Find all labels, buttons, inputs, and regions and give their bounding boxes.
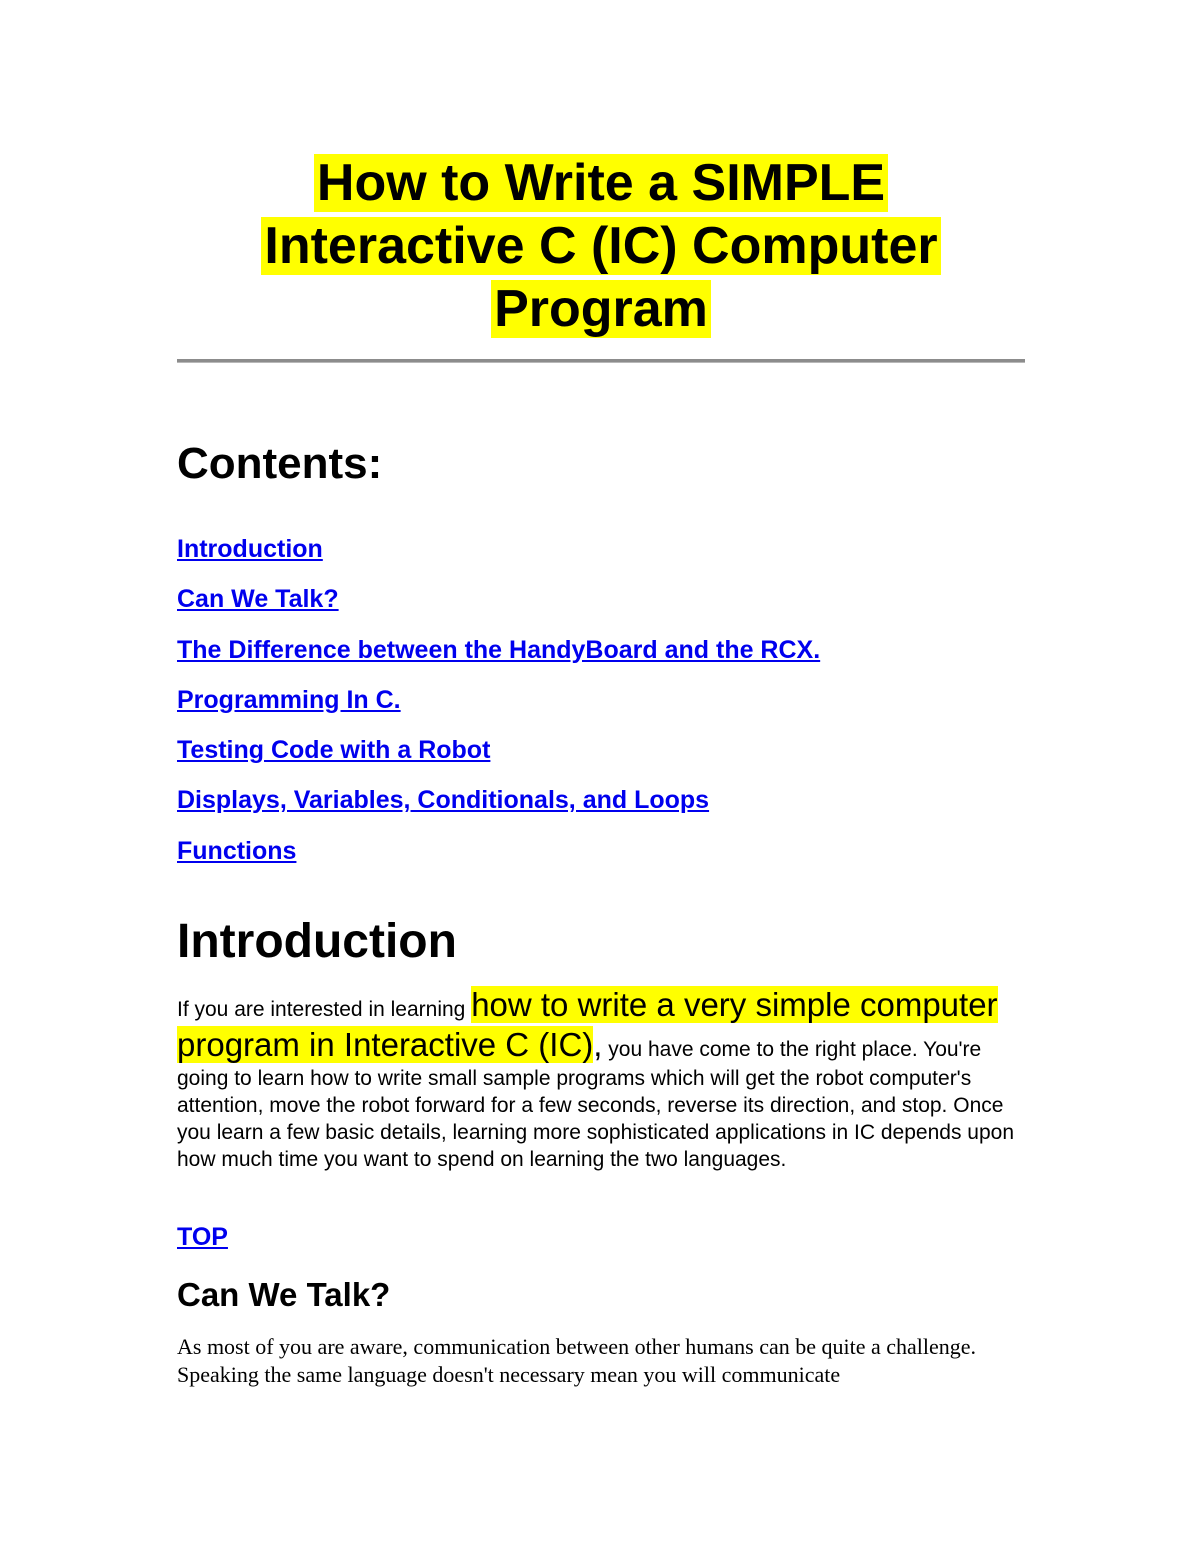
- title-line-2: Interactive C (IC) Computer: [261, 217, 940, 275]
- toc-link-introduction[interactable]: Introduction: [177, 535, 323, 563]
- toc-item: [177, 735, 820, 785]
- contents-heading: Contents:: [177, 439, 383, 488]
- intro-lead-in: If you are interested in learning: [177, 998, 472, 1021]
- toc-item: [177, 635, 820, 685]
- intro-highlight: how to write a very simple computer program in Interactive C (IC): [177, 986, 998, 1063]
- toc-link-functions[interactable]: Functions: [177, 836, 297, 865]
- toc-link-difference[interactable]: The Difference between the HandyBoard and the RCX.: [177, 635, 821, 664]
- toc-item: [177, 685, 820, 735]
- toc-link-displays-variables[interactable]: Displays, Variables, Conditionals, and Loops: [177, 786, 710, 815]
- intro-comma: ,: [593, 1026, 603, 1063]
- toc-item: [177, 584, 820, 634]
- can-we-talk-paragraph: As most of you are aware, communication between other humans can be quite a challenge. Speaking the same language doesn't necessary mean you will communicate: [177, 1334, 977, 1387]
- toc-link-testing-code[interactable]: Testing Code with a Robot: [177, 736, 491, 765]
- toc-item: [177, 785, 820, 835]
- intro-body: you have come to the right place. You're going to learn how to write small sample programs which will get the robot computer's attention, move the robot forward for a few seconds, reverse its direction, and stop. Once you learn a few basic details, learning more sophisticated applications in IC depends upon how much time you want to spend on learning the two languages.: [177, 1038, 1015, 1171]
- can-we-talk-heading: Can We Talk?: [177, 1276, 391, 1313]
- toc-item: [177, 534, 820, 584]
- top-link[interactable]: TOP: [177, 1223, 228, 1251]
- toc-link-can-we-talk[interactable]: Can We Talk?: [177, 585, 339, 614]
- introduction-heading: Introduction: [177, 915, 457, 968]
- introduction-paragraph: [177, 985, 1025, 1173]
- horizontal-rule: [177, 359, 1025, 363]
- title-line-1: How to Write a SIMPLE: [314, 154, 888, 212]
- top-link-wrapper: [177, 1222, 228, 1252]
- toc-item: [177, 836, 820, 886]
- toc-link-programming-in-c[interactable]: Programming In C.: [177, 685, 401, 714]
- table-of-contents: [177, 534, 820, 886]
- title-line-3: Program: [491, 280, 711, 338]
- document-title: [177, 152, 1025, 341]
